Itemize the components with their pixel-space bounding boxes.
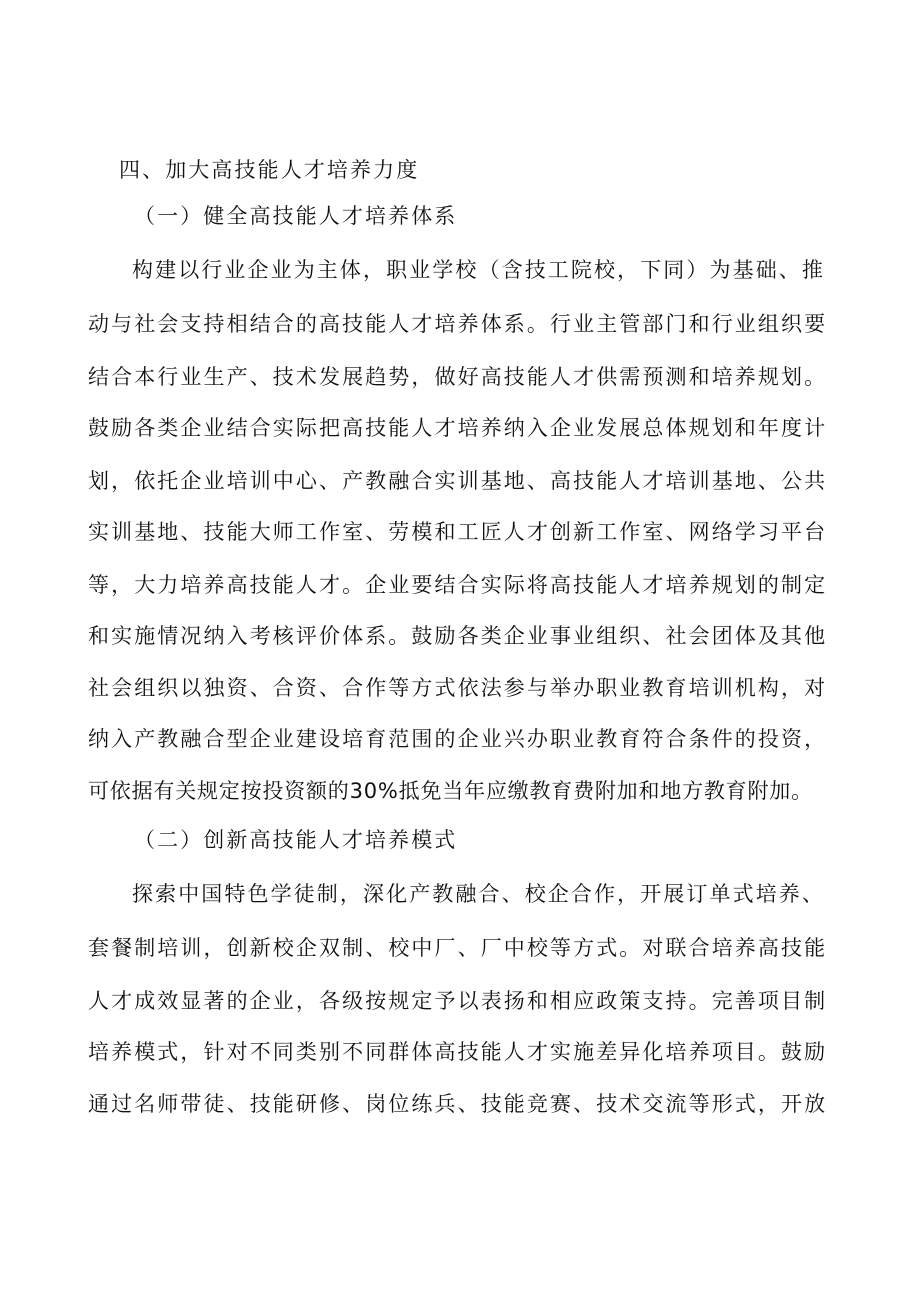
paragraph-2-line-5: 通过名师带徒、技能研修、岗位练兵、技能竞赛、技术交流等形式，开放 — [88, 1092, 828, 1116]
paragraph-2-line-2: 套餐制培训，创新校企双制、校中厂、厂中校等方式。对联合培养高技能 — [88, 936, 828, 960]
paragraph-1-line-5: 划，依托企业培训中心、产教融合实训基地、高技能人才培训基地、公共 — [88, 469, 828, 493]
paragraph-2-line-1: 探索中国特色学徒制，深化产教融合、校企合作，开展订单式培养、 — [132, 882, 825, 906]
subsection-1-title: （一）健全高技能人才培养体系 — [134, 204, 458, 228]
paragraph-1-line-4: 鼓励各类企业结合实际把高技能人才培养纳入企业发展总体规划和年度计 — [88, 416, 828, 440]
paragraph-1-line-3: 结合本行业生产、技术发展趋势，做好高技能人才供需预测和培养规划。 — [88, 365, 828, 389]
paragraph-1-line-11: 可依据有关规定按投资额的30%抵免当年应缴教育费附加和地方教育附加。 — [88, 779, 813, 803]
section-heading: 四、加大高技能人才培养力度 — [119, 158, 420, 182]
paragraph-1-line-10: 纳入产教融合型企业建设培育范围的企业兴办职业教育符合条件的投资， — [88, 727, 828, 751]
paragraph-1-line-1: 构建以行业企业为主体，职业学校（含技工院校，下同）为基础、推 — [132, 258, 825, 282]
subsection-2-title: （二）创新高技能人才培养模式 — [134, 828, 458, 852]
paragraph-1-line-7: 等，大力培养高技能人才。企业要结合实际将高技能人才培养规划的制定 — [88, 573, 828, 597]
paragraph-2-line-3: 人才成效显著的企业，各级按规定予以表扬和相应政策支持。完善项目制 — [88, 989, 828, 1013]
paragraph-2-line-4: 培养模式，针对不同类别不同群体高技能人才实施差异化培养项目。鼓励 — [88, 1040, 828, 1064]
paragraph-1-line-6: 实训基地、技能大师工作室、劳模和工匠人才创新工作室、网络学习平台 — [88, 520, 828, 544]
paragraph-1-line-9: 社会组织以独资、合资、合作等方式依法参与举办职业教育培训机构，对 — [88, 676, 828, 700]
paragraph-1-line-8: 和实施情况纳入考核评价体系。鼓励各类企业事业组织、社会团体及其他 — [88, 624, 828, 648]
paragraph-1-line-2: 动与社会支持相结合的高技能人才培养体系。行业主管部门和行业组织要 — [88, 312, 828, 336]
